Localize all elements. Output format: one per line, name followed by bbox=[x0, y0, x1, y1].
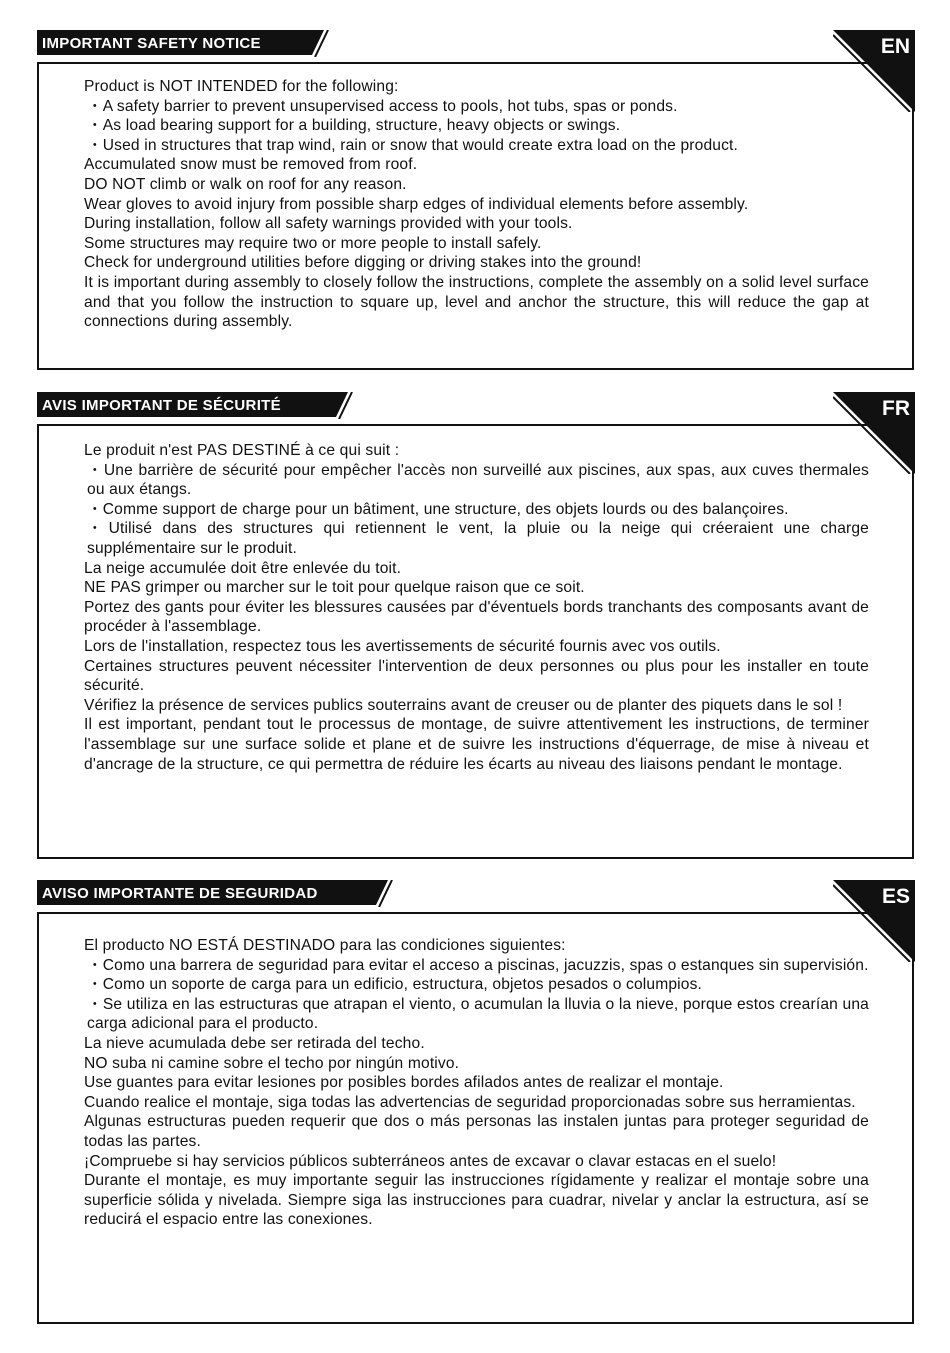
bullet-item: ・Se utiliza en las estructuras que atrapan el viento, o acumulan la lluvia o la nieve, porque estos crearían una carga adicional para el producto. bbox=[87, 995, 869, 1033]
text-line: NO suba ni camine sobre el techo por ningún motivo. bbox=[84, 1054, 460, 1072]
text-line: Use guantes para evitar lesiones por posibles bordes afilados antes de realizar el montaje. bbox=[84, 1074, 724, 1092]
notice-text bbox=[84, 441, 869, 774]
safety-notice-fr bbox=[37, 392, 914, 859]
language-code: EN bbox=[880, 35, 910, 58]
text-line: It is important during assembly to closely follow the instructions, complete the assembly on a solid level surface and that you follow the instruction to square up, level and anchor the structure, this will reduce the gap at connections during assembly. bbox=[84, 273, 869, 331]
text-line: Certaines structures peuvent nécessiter l'intervention de deux personnes ou plus pour les installer en toute sécurité. bbox=[84, 657, 869, 695]
section-heading: IMPORTANT SAFETY NOTICE bbox=[42, 35, 261, 52]
bullet-item: ・Como una barrera de seguridad para evitar el acceso a piscinas, jacuzzis, spas o estanques sin supervisión. bbox=[87, 956, 869, 974]
text-line: During installation, follow all safety warnings provided with your tools. bbox=[84, 215, 573, 233]
safety-notice-es bbox=[37, 880, 914, 1324]
text-line: Accumulated snow must be removed from roof. bbox=[84, 156, 418, 174]
bullet-item: ・A safety barrier to prevent unsupervised access to pools, hot tubs, spas or ponds. bbox=[87, 97, 678, 115]
bullet-item: ・Comme support de charge pour un bâtiment, une structure, des objets lourds ou des balançoires. bbox=[87, 500, 789, 518]
bullet-item: ・Utilisé dans des structures qui retiennent le vent, la pluie ou la neige qui créeraient une charge supplémentaire sur le produit. bbox=[87, 520, 869, 557]
bullet-item: ・Como un soporte de carga para un edificio, estructura, objetos pesados o columpios. bbox=[87, 976, 703, 994]
text-line: El producto NO ESTÁ DESTINADO para las condiciones siguientes: bbox=[84, 937, 566, 954]
text-line: Check for underground utilities before digging or driving stakes into the ground! bbox=[84, 254, 642, 272]
section-heading: AVIS IMPORTANT DE SÉCURITÉ bbox=[42, 397, 281, 414]
bullet-item: ・Une barrière de sécurité pour empêcher l'accès non surveillé aux piscines, aux spas, aux cuves thermales ou aux étangs. bbox=[87, 461, 869, 499]
notice-text bbox=[84, 77, 869, 332]
safety-notice-en bbox=[37, 30, 914, 370]
text-line: DO NOT climb or walk on roof for any reason. bbox=[84, 175, 407, 193]
section-heading: AVISO IMPORTANTE DE SEGURIDAD bbox=[42, 885, 318, 902]
text-line: ¡Compruebe si hay servicios públicos subterráneos antes de excavar o clavar estacas en el suelo! bbox=[84, 1152, 777, 1170]
text-line: Le produit n'est PAS DESTINÉ à ce qui suit : bbox=[84, 442, 400, 459]
language-code: FR bbox=[882, 397, 910, 420]
text-line: Product is NOT INTENDED for the following: bbox=[84, 78, 399, 95]
text-line: La nieve acumulada debe ser retirada del techo. bbox=[84, 1034, 425, 1052]
bullet-item: ・Used in structures that trap wind, rain or snow that would create extra load on the product. bbox=[87, 136, 739, 154]
section-heading-tab bbox=[37, 30, 337, 57]
text-line: Il est important, pendant tout le processus de montage, de suivre attentivement les instructions, de terminer l'assemblage sur une surface solide et plane et de suivre les instructions d'équerrage, de mise à niveau et d'ancrage de la structure, ce qui permettra de réduire les écarts au niveau des liaisons pendant le montage. bbox=[84, 716, 869, 773]
text-line: Durante el montaje, es muy importante seguir las instrucciones rígidamente y realizar el montaje sobre una superficie sólida y nivelada. Siempre siga las instrucciones para cuadrar, nivelar y anclar la estructura, así se reducirá el espacio entre las conexiones. bbox=[84, 1172, 869, 1229]
text-line: Portez des gants pour éviter les blessures causées par d'éventuels bords tranchants des composants avant de procéder à l'assemblage. bbox=[84, 598, 869, 636]
text-line: Vérifiez la présence de services publics souterrains avant de creuser ou de planter des piquets dans le sol ! bbox=[84, 696, 843, 714]
text-line: La neige accumulée doit être enlevée du toit. bbox=[84, 559, 402, 577]
notice-text bbox=[84, 936, 869, 1230]
text-line: Wear gloves to avoid injury from possible sharp edges of individual elements before assembly. bbox=[84, 195, 749, 213]
text-line: Algunas estructuras pueden requerir que dos o más personas las instalen juntas para proteger seguridad de todas las partes. bbox=[84, 1113, 869, 1150]
text-line: Lors de l'installation, respectez tous les avertissements de sécurité fournis avec vos outils. bbox=[84, 637, 721, 655]
bullet-item: ・As load bearing support for a building, structure, heavy objects or swings. bbox=[87, 117, 621, 135]
text-line: Some structures may require two or more people to install safely. bbox=[84, 234, 542, 252]
section-heading-tab bbox=[37, 880, 402, 907]
text-line: Cuando realice el montaje, siga todas las advertencias de seguridad proporcionadas sobre sus herramientas. bbox=[84, 1093, 856, 1111]
section-heading-tab bbox=[37, 392, 362, 419]
text-line: NE PAS grimper ou marcher sur le toit pour quelque raison que ce soit. bbox=[84, 579, 585, 597]
language-code: ES bbox=[881, 885, 910, 908]
